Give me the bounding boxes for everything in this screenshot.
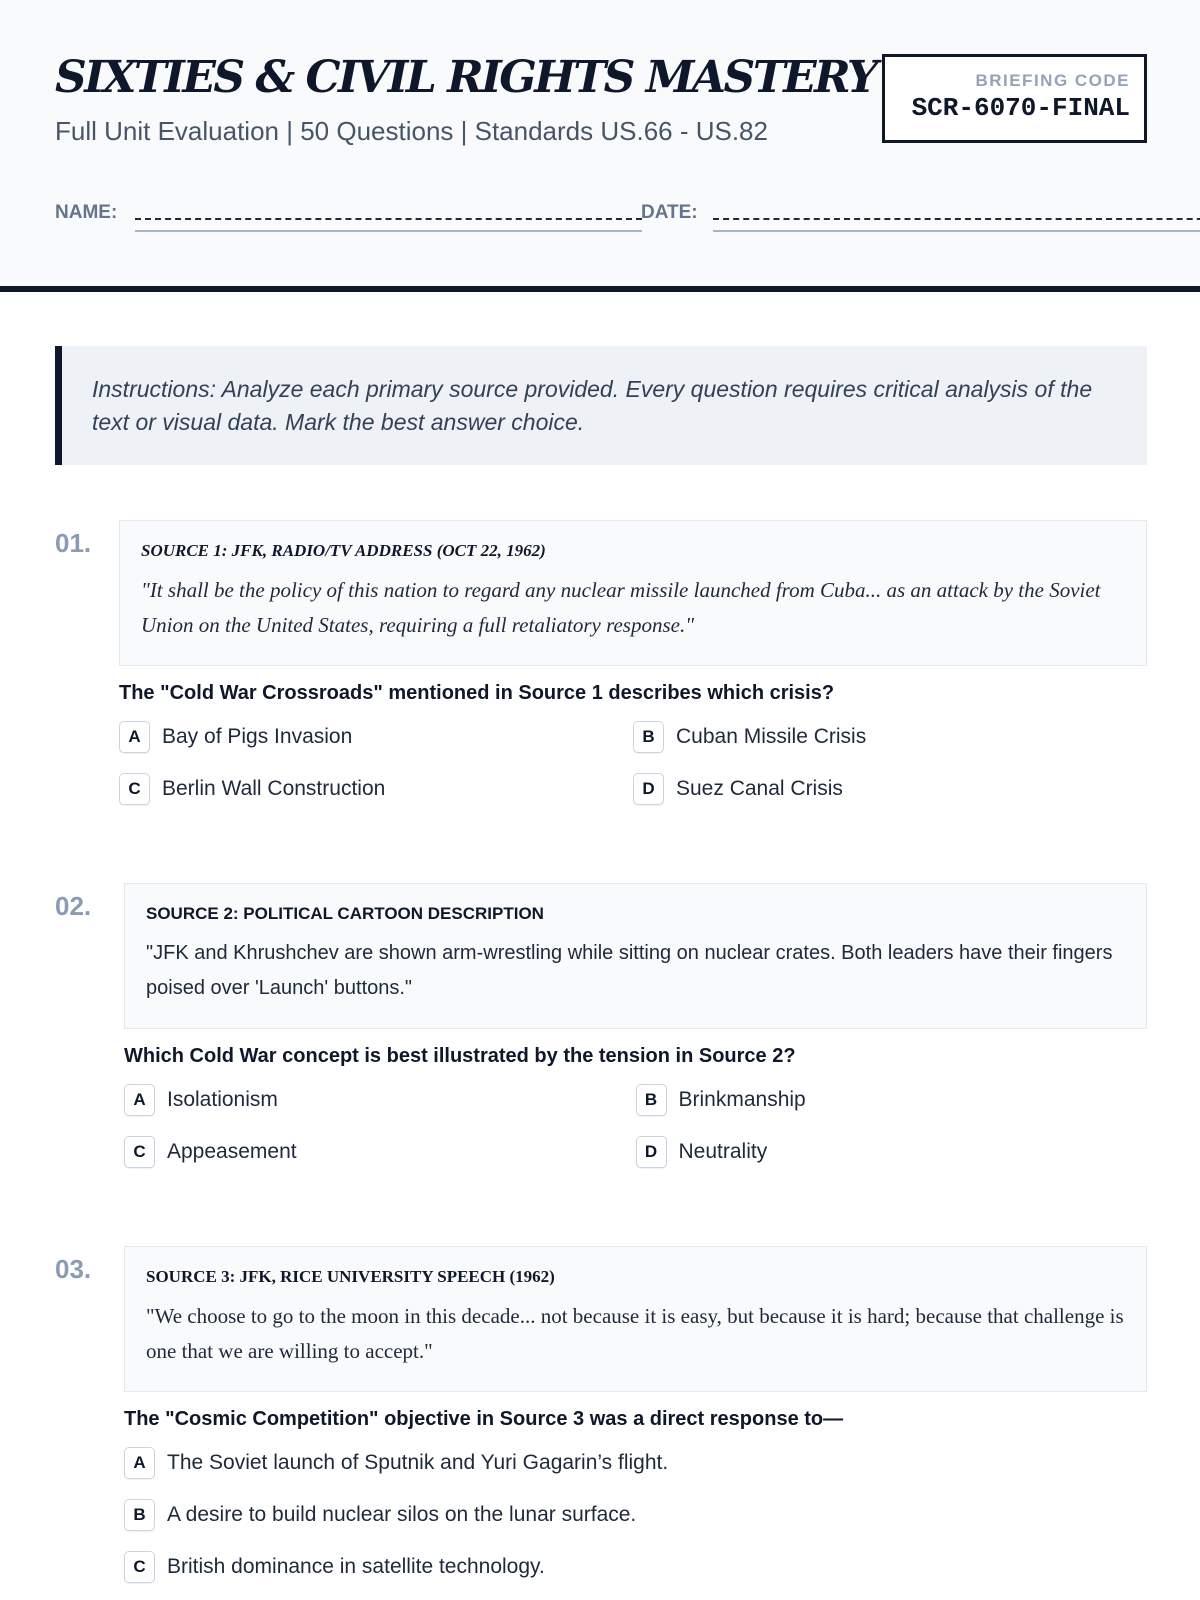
source-title: SOURCE 2: POLITICAL CARTOON DESCRIPTION: [146, 904, 544, 923]
option-c[interactable]: [119, 773, 633, 805]
option-text: Berlin Wall Construction: [162, 777, 386, 800]
question-2: [55, 883, 1147, 1168]
question-text: The "Cosmic Competition" objective in Source 3 was a direct response to—: [124, 1408, 844, 1430]
option-d[interactable]: [636, 1136, 1148, 1168]
source-box: [119, 520, 1147, 666]
option-c[interactable]: [124, 1551, 1147, 1583]
option-text: Bay of Pigs Invasion: [162, 725, 353, 748]
header: [0, 0, 1200, 292]
briefing-code: SCR-6070-FINAL: [911, 93, 1130, 123]
question-number: 01.: [55, 528, 92, 558]
option-text: Isolationism: [167, 1088, 278, 1111]
name-field[interactable]: [135, 218, 642, 221]
question-3: [55, 1246, 1147, 1583]
briefing-code-box: [882, 54, 1147, 143]
option-letter: B: [124, 1499, 155, 1531]
option-b[interactable]: [124, 1499, 1147, 1531]
source-box: [124, 883, 1147, 1029]
source-text: "We choose to go to the moon in this decade... not because it is easy, but because it is hard; because that challenge is one that we are willing to accept.": [146, 1304, 1124, 1363]
option-b[interactable]: [633, 721, 1147, 753]
page-subtitle: Full Unit Evaluation | 50 Questions | Standards US.66 - US.82: [55, 116, 768, 146]
option-d[interactable]: [633, 773, 1147, 805]
briefing-code-label: BRIEFING CODE: [975, 71, 1130, 90]
option-letter: A: [119, 721, 150, 753]
option-letter: B: [633, 721, 664, 753]
name-label: NAME:: [55, 202, 118, 223]
option-a[interactable]: [124, 1447, 1147, 1479]
option-letter: C: [124, 1551, 155, 1583]
option-a[interactable]: [124, 1084, 636, 1116]
option-text: Appeasement: [167, 1140, 297, 1163]
source-box: [124, 1246, 1147, 1392]
instructions: Instructions: Analyze each primary source provided. Every question requires critical analysis of the text or visual data. Mark the best answer choice.: [55, 346, 1147, 465]
source-title: SOURCE 1: JFK, RADIO/TV ADDRESS (OCT 22, 1962): [141, 541, 546, 560]
question-text: The "Cold War Crossroads" mentioned in Source 1 describes which crisis?: [119, 682, 835, 704]
option-text: The Soviet launch of Sputnik and Yuri Gagarin’s flight.: [167, 1451, 669, 1474]
date-field[interactable]: [713, 218, 1200, 221]
option-text: Cuban Missile Crisis: [676, 725, 867, 748]
question-number: 02.: [55, 891, 92, 921]
option-c[interactable]: [124, 1136, 636, 1168]
option-letter: B: [636, 1084, 667, 1116]
option-letter: C: [124, 1136, 155, 1168]
source-text: "It shall be the policy of this nation to regard any nuclear missile launched from Cuba... as an attack by the Soviet Union on the United States, requiring a full retaliatory response.": [141, 578, 1101, 637]
date-label: DATE:: [641, 202, 698, 223]
option-letter: A: [124, 1447, 155, 1479]
question-1: [55, 520, 1147, 805]
option-letter: A: [124, 1084, 155, 1116]
option-text: A desire to build nuclear silos on the lunar surface.: [167, 1503, 637, 1526]
option-b[interactable]: [636, 1084, 1148, 1116]
option-a[interactable]: [119, 721, 633, 753]
option-letter: D: [636, 1136, 667, 1168]
option-text: British dominance in satellite technology.: [167, 1555, 545, 1578]
question-text: Which Cold War concept is best illustrated by the tension in Source 2?: [124, 1045, 796, 1067]
source-title: SOURCE 3: JFK, RICE UNIVERSITY SPEECH (1962): [146, 1267, 555, 1286]
page-title: SIXTIES & CIVIL RIGHTS MASTERY: [55, 52, 876, 103]
option-letter: D: [633, 773, 664, 805]
option-text: Brinkmanship: [678, 1088, 806, 1111]
question-number: 03.: [55, 1254, 92, 1284]
option-letter: C: [119, 773, 150, 805]
source-text: "JFK and Khrushchev are shown arm-wrestling while sitting on nuclear crates. Both leaders have their fingers poised over 'Launch' buttons.": [146, 942, 1113, 999]
option-text: Suez Canal Crisis: [676, 777, 843, 800]
option-text: Neutrality: [678, 1140, 768, 1163]
